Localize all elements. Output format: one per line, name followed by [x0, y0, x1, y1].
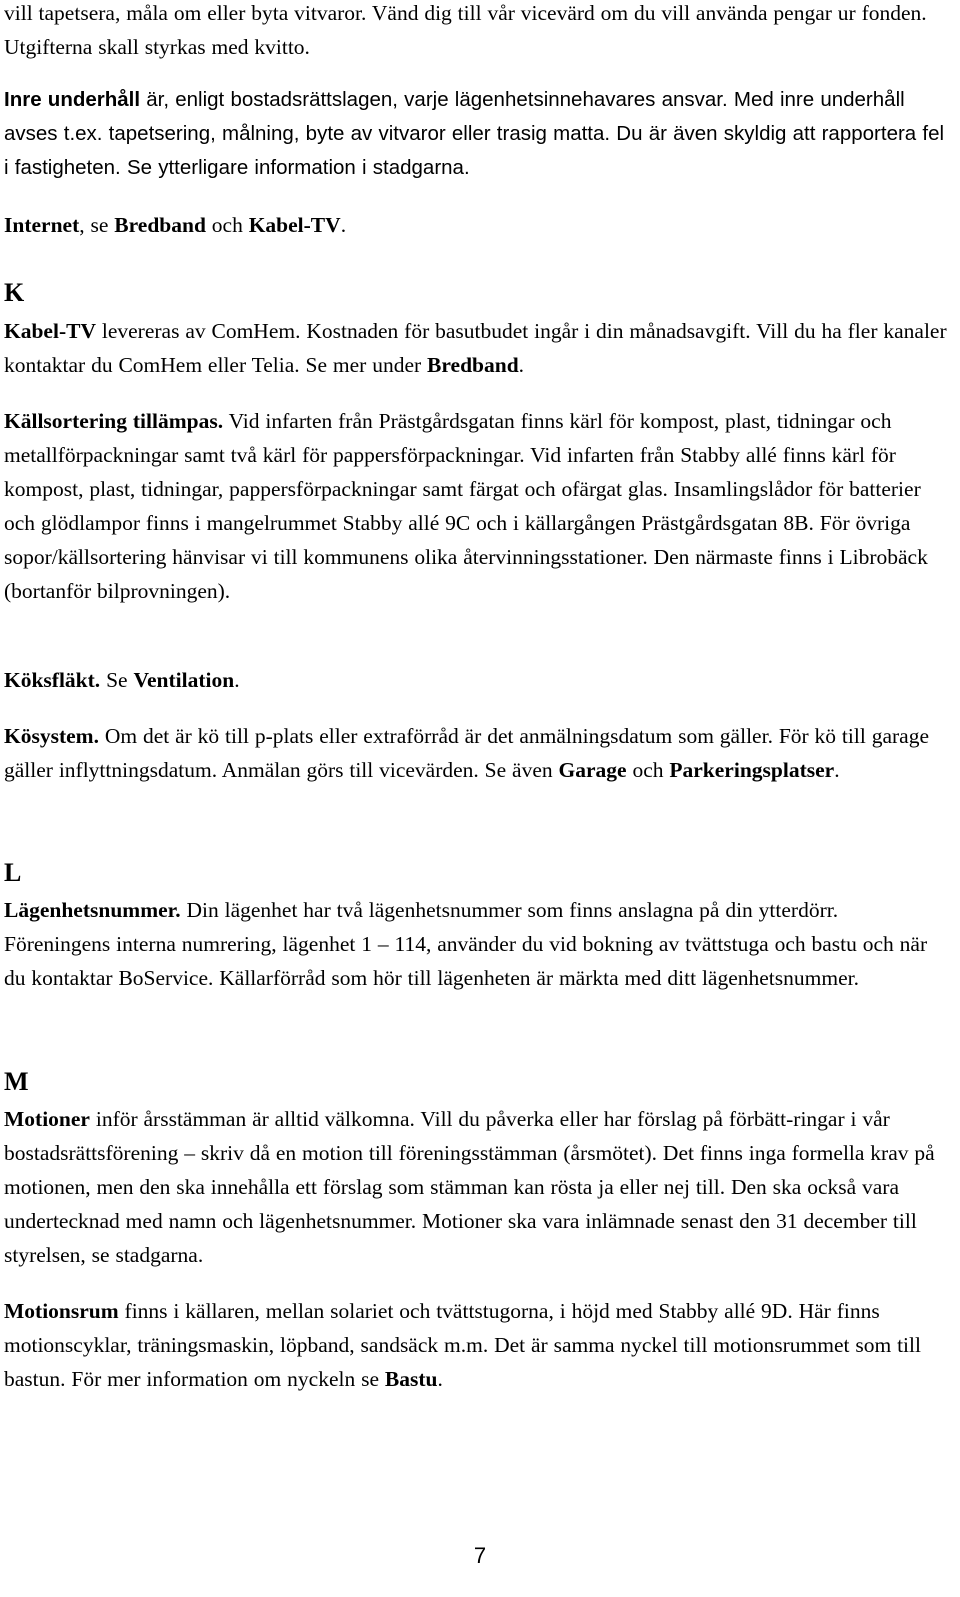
section-letter-k: K: [4, 278, 25, 307]
kosystem-text-2: och: [626, 758, 670, 782]
motioner-term: Motioner: [4, 1107, 90, 1131]
kallsortering-text: Vid infarten från Prästgårdsgatan finns kärl för kompost, plast, tidningar och metallförpackningar samt två kärl för pappersförpackningar. Vid infarten från Stabby allé finns kärl för kompost, plast, tidningar, pappersförpackningar samt färgat och ofärgat glas. Insamlingslådor för batterier och glödlampor finns i mangelrummet Stabby allé 9C och i källargången Prästgårdsgatan 8B. För övriga sopor/källsortering hänvisar vi till kommunens olika återvinningsstationer. Den närmaste finns i Librobäck (bortanför bilprovningen).: [4, 409, 928, 603]
motionsrum-end: .: [437, 1367, 443, 1391]
intro-text: vill tapetsera, måla om eller byta vitvaror. Vänd dig till vår vicevärd om du vill använda pengar ur fonden. Utgifterna skall styrkas med kvitto.: [4, 1, 927, 59]
kosystem-ref-parkeringsplatser: Parkeringsplatser: [669, 758, 835, 782]
internet-ref-bredband: Bredband: [114, 213, 206, 237]
internet-text-2: och: [205, 213, 249, 237]
section-letter-m: M: [4, 1067, 29, 1096]
motioner-text: inför årsstämman är alltid välkomna. Vill du påverka eller har förslag på förbätt-ringar i vår bostadsrättsförening – skriv då en motion till föreningsstämman (årsmötet). Det finns inga formella krav på motionen, men den ska innehålla ett förslag som stämman kan rösta ja eller nej till. Den ska också vara undertecknad med namn och lägenhetsnummer. Motioner ska vara inlämnade senast den 31 december till styrelsen, se stadgarna.: [4, 1107, 935, 1267]
motionsrum-paragraph: [4, 1294, 949, 1396]
internet-text-1: , se: [79, 213, 115, 237]
koksflakt-text: Se: [100, 668, 134, 692]
kabeltv-paragraph: [4, 314, 949, 382]
koksflakt-term: Köksfläkt.: [4, 668, 101, 692]
intro-paragraph: [4, 0, 949, 64]
koksflakt-paragraph: [4, 663, 949, 697]
internet-paragraph: [4, 208, 949, 242]
kallsortering-term: Källsortering tillämpas.: [4, 409, 224, 433]
internet-end: .: [340, 213, 347, 237]
kosystem-text: Om det är kö till p-plats eller extraförråd är det anmälningsdatum som gäller. För kö till garage gäller inflyttningsdatum. Anmälan görs till vicevärden. Se även: [4, 724, 929, 782]
motionsrum-ref-bastu: Bastu: [384, 1367, 438, 1391]
inre-underhall-paragraph: [4, 83, 949, 185]
inre-underhall-term: Inre underhåll: [4, 88, 141, 111]
lagenhetsnummer-term: Lägenhetsnummer.: [4, 898, 181, 922]
koksflakt-ref-ventilation: Ventilation: [133, 668, 235, 692]
kabeltv-end: .: [518, 353, 525, 377]
page-number: 7: [473, 1543, 487, 1568]
kabeltv-term: Kabel-TV: [4, 319, 96, 343]
kosystem-end: .: [834, 758, 840, 782]
lagenhetsnummer-text: Din lägenhet har två lägenhetsnummer som finns anslagna på din ytterdörr. Föreningens interna numrering, lägenhet 1 – 114, använder du vid bokning av tvättstuga och bastu och när du kontaktar BoService. Källarförråd som hör till lägenheten är märkta med ditt lägenhetsnummer.: [4, 898, 928, 990]
motionsrum-term: Motionsrum: [4, 1299, 119, 1323]
koksflakt-end: .: [234, 668, 240, 692]
kabeltv-text: levereras av ComHem. Kostnaden för basutbudet ingår i din månadsavgift. Vill du ha fler kanaler kontaktar du ComHem eller Telia. Se mer under: [4, 319, 947, 377]
inre-underhall-text: är, enligt bostadsrättslagen, varje lägenhetsinnehavares ansvar. Med inre underhåll avses t.ex. tapetsering, målning, byte av vitvaror eller trasig matta. Du är även skyldig att rapportera fel i fastigheten. Se ytterligare information i stadgarna.: [4, 88, 945, 179]
internet-ref-kabeltv: Kabel-TV: [248, 213, 341, 237]
kallsortering-paragraph: [4, 404, 949, 608]
kabeltv-ref-bredband: Bredband: [427, 353, 519, 377]
lagenhetsnummer-paragraph: [4, 893, 949, 995]
motionsrum-text: finns i källaren, mellan solariet och tvättstugorna, i höjd med Stabby allé 9D. Här finns motionscyklar, träningsmaskin, löpband, sandsäck m.m. Det är samma nyckel till motionsrummet som till bastun. För mer information om nyckeln se: [4, 1299, 921, 1391]
kosystem-ref-garage: Garage: [558, 758, 627, 782]
motioner-paragraph: [4, 1102, 949, 1272]
kosystem-paragraph: [4, 719, 949, 787]
section-letter-l: L: [4, 858, 22, 887]
internet-term: Internet: [4, 213, 80, 237]
kosystem-term: Kösystem.: [4, 724, 99, 748]
